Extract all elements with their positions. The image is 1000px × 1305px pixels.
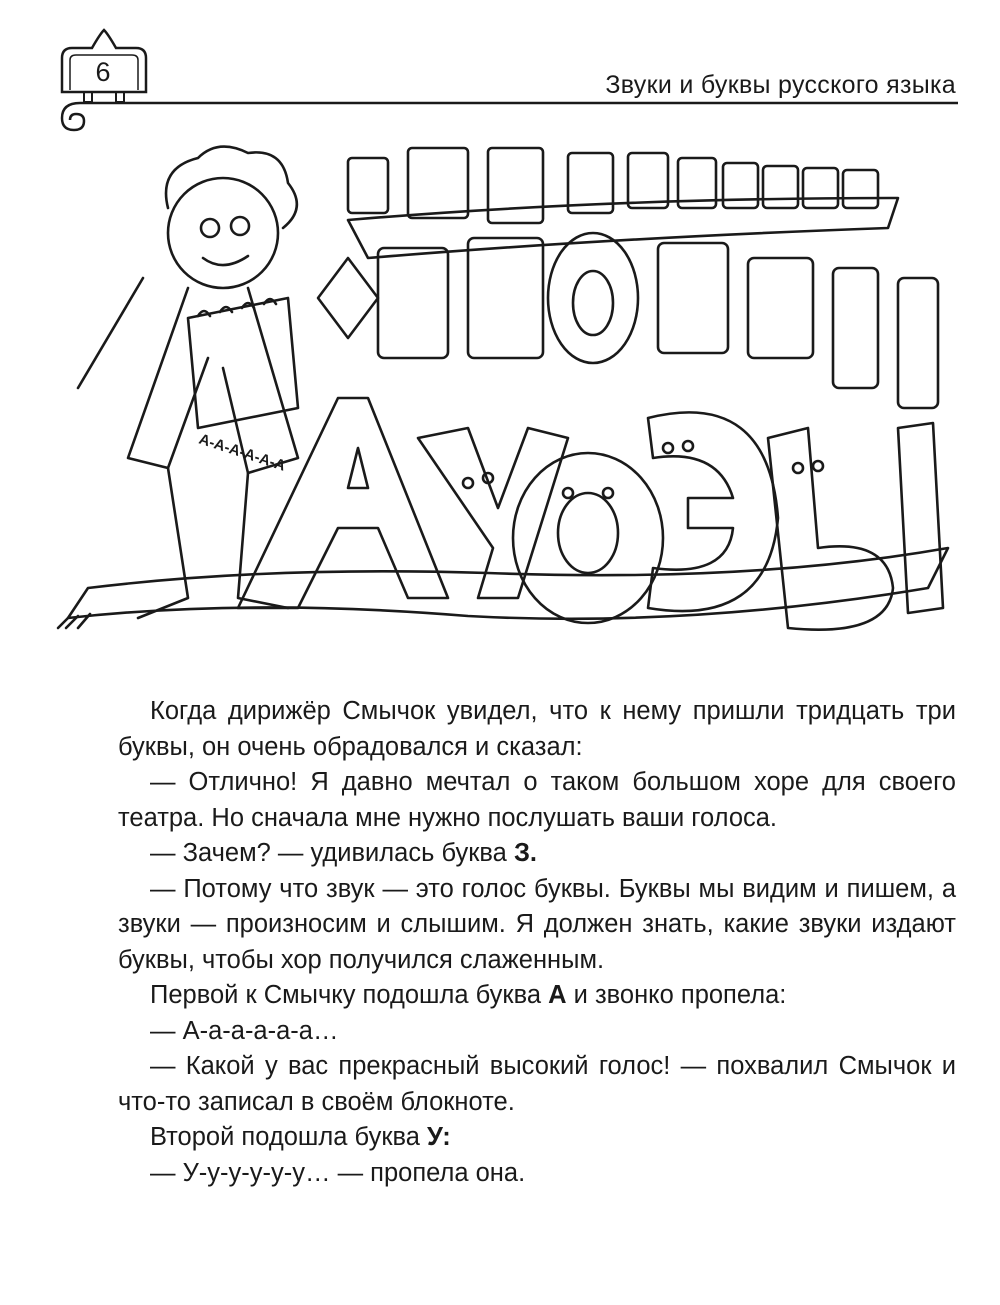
letters-choir-illustration <box>48 128 968 648</box>
running-title: Звуки и буквы русского языка <box>605 71 956 99</box>
paragraph: — Отлично! Я давно мечтал о таком большом хоре для своего театра. Но сначала мне нужно послушать ваши голоса. <box>118 768 956 832</box>
paragraph: — Какой у вас прекрасный высокий голос! — похвалил Смычок и что-то записал в своём блокноте. <box>118 1052 956 1116</box>
illustration-drawing <box>48 128 968 648</box>
paragraph: — Потому что звук — это голос буквы. Буквы мы видим и пишем, а звуки — произносим и слышим. Я должен знать, какие звуки издают буквы, чтобы хор получился слаженным. <box>118 874 956 974</box>
bold-letter: А <box>548 981 567 1009</box>
page-number: 6 <box>95 57 111 87</box>
paragraph: — А-а-а-а-а-а… <box>150 1016 339 1045</box>
story-text <box>118 694 956 1191</box>
shout-text: А-А-А-А-А-А <box>196 430 288 475</box>
paragraph: — Зачем? — удивилась буква З. <box>150 839 537 867</box>
page-header <box>0 0 1000 140</box>
paragraph: Второй подошла буква У: <box>150 1123 451 1151</box>
bold-letter: У: <box>427 1123 451 1151</box>
paragraph: — У-у-у-у-у-у… — пропела она. <box>150 1158 526 1187</box>
paragraph: Первой к Смычку подошла буква А и звонко пропела: <box>150 981 787 1009</box>
paragraph: Когда дирижёр Смычок увидел, что к нему пришли тридцать три буквы, он очень обрадовался и сказал: <box>118 697 956 761</box>
bold-letter: З. <box>513 839 537 867</box>
